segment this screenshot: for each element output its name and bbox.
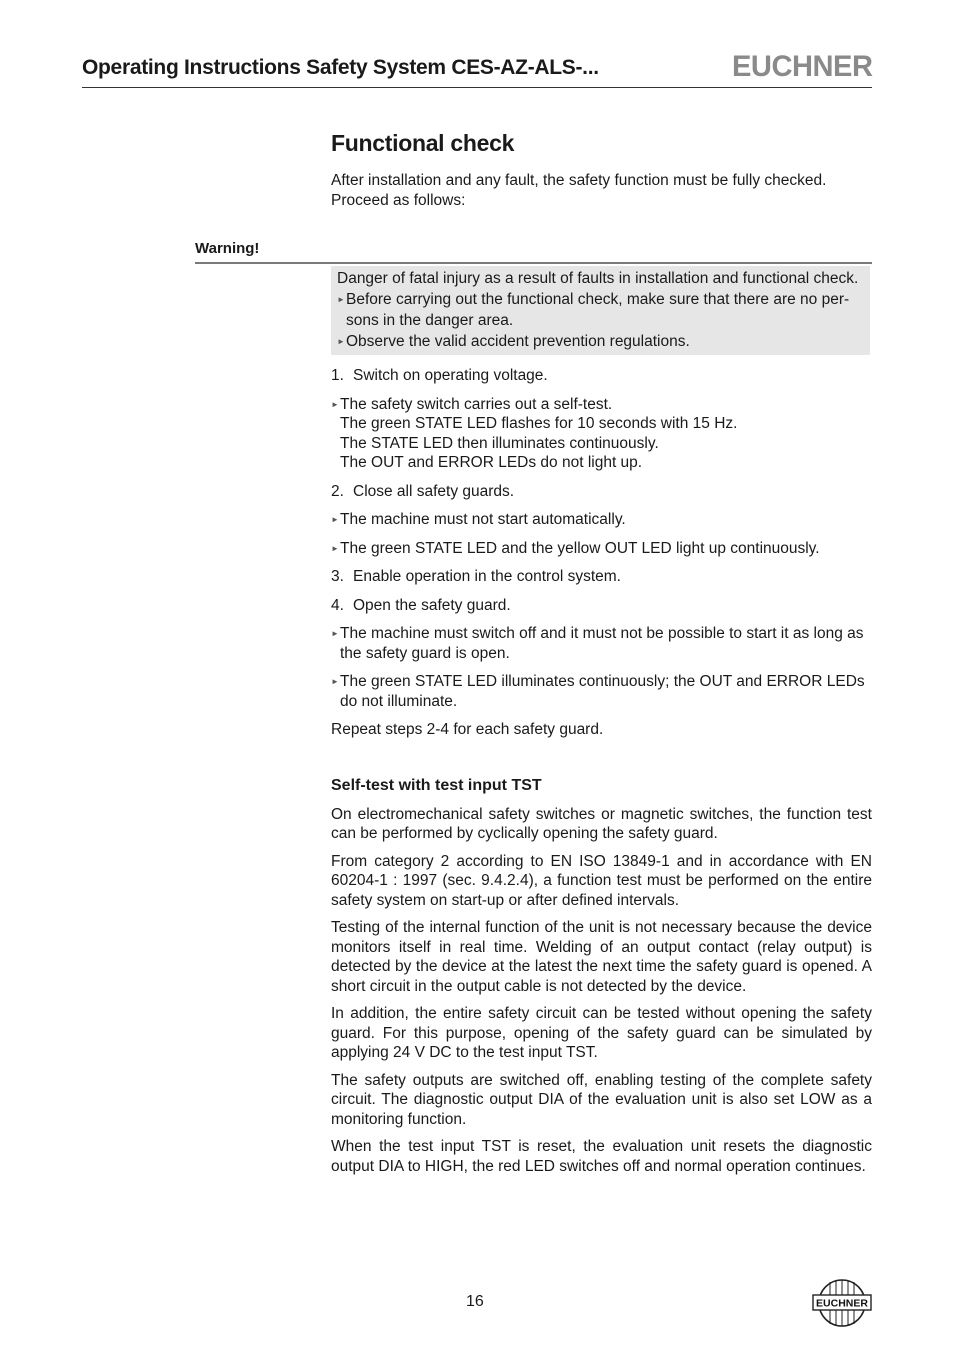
selftest-paragraph: Testing of the internal function of the unit is not necessary because the device monitors itself in real time. Welding of an output contact (relay output) is detected by the device at the latest the next time the safety guard is opened. A short circuit in the output cable is not detected by the device. — [331, 919, 872, 995]
warning-box — [331, 266, 870, 355]
warning-bullet — [337, 331, 864, 352]
step-text: Close all safety guards. — [353, 482, 515, 500]
selftest-paragraph: From category 2 according to EN ISO 13849-1 and in accordance with EN 60204-1 : 1997 (sec. 9.4.2.4), a function test must be performed on the entire safety system on start-up or after defined intervals. — [331, 852, 872, 909]
bullet-arrow-icon: ► — [331, 515, 339, 524]
bullet-arrow-icon: ► — [331, 399, 339, 409]
intro-paragraph: After installation and any fault, the safety function must be fully checked. Proceed as follows: — [331, 172, 827, 209]
section-intro — [331, 171, 872, 210]
step-number: 1. — [331, 367, 344, 384]
result-line: The safety switch carries out a self-test. — [340, 395, 613, 413]
step-number: 3. — [331, 568, 344, 585]
warning-bullet — [337, 289, 864, 331]
euchner-logo: EUCHNER — [732, 50, 873, 83]
document-title: Operating Instructions Safety System CES-AZ-ALS-... — [82, 56, 599, 79]
step-result — [331, 510, 872, 530]
selftest-paragraph: On electromechanical safety switches or magnetic switches, the function test can be performed by cyclically opening the safety guard. — [331, 805, 872, 842]
step-result — [331, 539, 872, 559]
step-number: 2. — [331, 482, 344, 500]
subsection-title: Self-test with test input TST — [331, 777, 542, 794]
procedure — [331, 366, 872, 740]
result-text: The machine must not start automatically. — [340, 511, 626, 528]
svg-text:EUCHNER: EUCHNER — [816, 1297, 868, 1310]
step-result — [331, 395, 872, 473]
header-divider — [82, 87, 872, 88]
section-title: Functional check — [331, 130, 515, 156]
result-text: The machine must switch off and it must not be possible to start it as long as the safety guard is open. — [340, 625, 864, 662]
step-result — [331, 672, 872, 711]
step-text: Enable operation in the control system. — [353, 568, 621, 585]
result-text: The green STATE LED illuminates continuously; the OUT and ERROR LEDs do not illuminate. — [340, 673, 865, 710]
procedure-step — [331, 482, 872, 502]
step-result — [331, 624, 872, 663]
result-line: The STATE LED then illuminates continuously. — [340, 434, 659, 452]
bullet-arrow-icon: ► — [331, 543, 339, 553]
procedure-step — [331, 366, 872, 386]
bullet-arrow-icon: ► — [337, 337, 345, 346]
selftest-section — [331, 776, 872, 1176]
step-text: Open the safety guard. — [353, 596, 511, 614]
result-text: The green STATE LED and the yellow OUT LED light up continuously. — [340, 539, 820, 557]
warning-text: Danger of fatal injury as a result of faults in installation and functional check. — [337, 270, 859, 287]
result-line: The OUT and ERROR LEDs do not light up. — [340, 454, 643, 471]
repeat-note: Repeat steps 2-4 for each safety guard. — [331, 721, 604, 738]
warning-divider — [195, 262, 872, 264]
procedure-step — [331, 567, 872, 587]
bullet-arrow-icon: ► — [337, 295, 345, 304]
selftest-paragraph: The safety outputs are switched off, enabling testing of the complete safety circuit. The diagnostic output DIA of the evaluation unit is also set LOW as a monitoring function. — [331, 1071, 872, 1128]
warning-bullet-text: Before carrying out the functional check, make sure that there are no per-sons in the danger area. — [346, 291, 850, 329]
procedure-step — [331, 596, 872, 616]
euchner-seal-logo — [812, 1278, 872, 1333]
step-text: Switch on operating voltage. — [353, 367, 548, 384]
selftest-paragraph: In addition, the entire safety circuit can be tested without opening the safety guard. For this purpose, opening of the safety guard can be simulated by applying 24 V DC to the test input TST. — [331, 1005, 872, 1061]
page-number: 16 — [466, 1293, 484, 1310]
result-line: The green STATE LED flashes for 10 seconds with 15 Hz. — [340, 415, 738, 432]
warning-label: Warning! — [195, 240, 260, 257]
step-number: 4. — [331, 596, 344, 614]
selftest-paragraph: When the test input TST is reset, the evaluation unit resets the diagnostic output DIA to HIGH, the red LED switches off and normal operation continues. — [331, 1138, 872, 1175]
warning-bullet-text: Observe the valid accident prevention regulations. — [346, 333, 690, 350]
bullet-arrow-icon: ► — [331, 629, 339, 638]
bullet-arrow-icon: ► — [331, 677, 339, 686]
